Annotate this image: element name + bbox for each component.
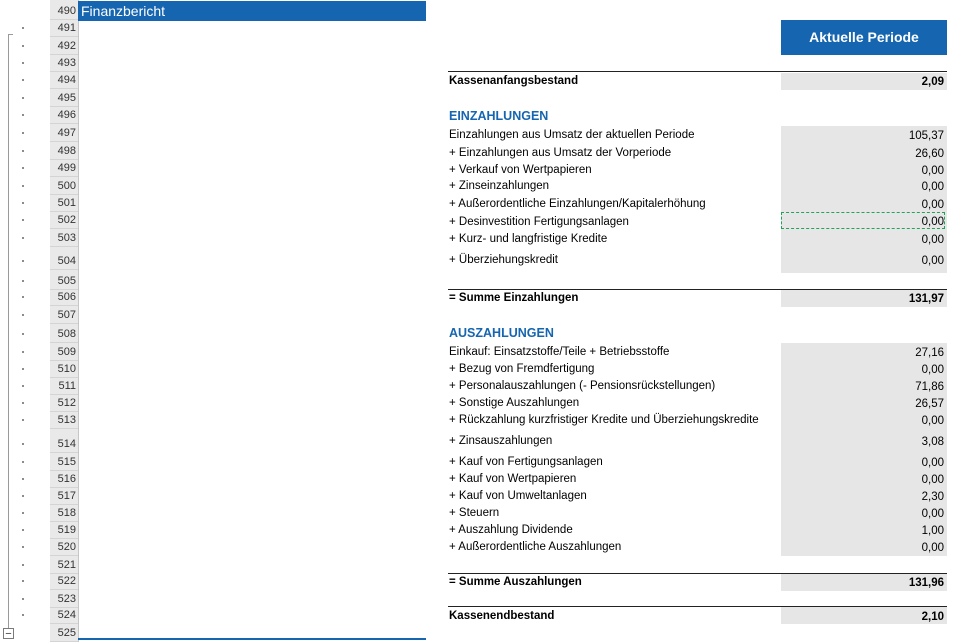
row-number[interactable]: 523 [57,593,76,605]
row-divider [50,452,78,453]
outline-level-dot [22,27,24,29]
row-number[interactable]: 524 [57,609,76,621]
outline-level-dot [22,260,24,262]
row-number[interactable]: 492 [57,40,76,52]
outline-level-dot [22,237,24,239]
outline-group-line [8,34,9,628]
outline-level-dot [22,219,24,221]
outline-level-dot [22,62,24,64]
aus-row-label[interactable]: + Kauf von Umweltanlagen [449,490,587,502]
row-number[interactable]: 511 [58,380,76,392]
summe-einzahlungen-label[interactable]: = Summe Einzahlungen [449,292,579,304]
ein-row-label[interactable]: + Verkauf von Wertpapieren [449,164,592,176]
ein-row-value[interactable]: 0,00 [921,234,944,246]
row-divider [50,71,78,72]
report-title[interactable]: Finanzbericht [78,1,426,21]
ein-row-value[interactable]: 105,37 [908,130,944,142]
outline-level-dot [22,461,24,463]
outline-level-dot [22,385,24,387]
aus-row-label[interactable]: + Kauf von Wertpapieren [449,473,577,485]
aus-row-value[interactable]: 2,30 [921,491,944,503]
outline-level-dot [22,114,24,116]
row-divider [50,342,78,343]
aus-row-value[interactable]: 0,00 [921,415,944,427]
row-number[interactable]: 505 [57,275,76,287]
row-divider [50,589,78,590]
row-number[interactable]: 499 [57,162,76,174]
outline-level-dot [22,202,24,204]
row-number[interactable]: 493 [57,57,76,69]
opening-balance-value[interactable]: 2,09 [921,76,944,88]
closing-balance-label[interactable]: Kassenendbestand [449,610,555,622]
ein-row-value[interactable]: 26,60 [915,148,944,160]
row-divider [50,394,78,395]
row-number[interactable]: 501 [57,197,76,209]
row-divider [50,305,78,306]
outline-level-dot [22,167,24,169]
row-divider [50,88,78,89]
separator-line [448,71,947,72]
row-divider [50,555,78,556]
ein-row-label[interactable]: + Zinseinzahlungen [449,180,550,192]
outline-level-dot [22,419,24,421]
summe-auszahlungen-value[interactable]: 131,96 [908,577,944,589]
row-divider [50,538,78,539]
row-divider [50,54,78,55]
outline-level-dot [22,296,24,298]
aus-row-value[interactable]: 26,57 [915,398,944,410]
row-number[interactable]: 503 [57,232,76,244]
row-number[interactable]: 504 [57,255,76,267]
outline-level-dot [22,580,24,582]
ein-row-label[interactable]: + Kurz- und langfristige Kredite [449,233,608,245]
ein-row-label[interactable]: + Außerordentliche Einzahlungen/Kapitalerhöhung [449,198,706,210]
row-divider [50,36,78,37]
row-divider [50,428,78,429]
einzahlungen-heading[interactable]: EINZAHLUNGEN [449,109,549,123]
outline-level-dot [22,546,24,548]
row-divider [50,106,78,107]
summe-einzahlungen-value[interactable]: 131,97 [908,293,944,305]
outline-level-dot [22,97,24,99]
row-divider [50,159,78,160]
summe-auszahlungen-label[interactable]: = Summe Auszahlungen [449,576,582,588]
auszahlungen-heading[interactable]: AUSZAHLUNGEN [449,326,554,340]
outline-level-dot [22,564,24,566]
row-divider [50,211,78,212]
row-number[interactable]: 495 [57,92,76,104]
row-number[interactable]: 520 [57,541,76,553]
row-divider [50,228,78,229]
aus-row-value[interactable]: 3,08 [921,436,944,448]
row-number[interactable]: 514 [57,438,76,450]
outline-level-dot [22,150,24,152]
ein-row-value[interactable]: 0,00 [921,255,944,267]
row-number[interactable]: 510 [57,363,76,375]
row-divider [50,123,78,124]
ein-row-value[interactable]: 0,00 [921,199,944,211]
outline-gutter [0,0,18,642]
row-divider [50,246,78,247]
aus-row-label[interactable]: + Personalauszahlungen (- Pensionsrückstellungen) [449,380,716,392]
title-block-bottom-border [78,638,426,640]
outline-level-dot [22,495,24,497]
ein-row-label[interactable]: + Einzahlungen aus Umsatz der Vorperiode [449,147,672,159]
aus-row-label[interactable]: + Rückzahlung kurzfristiger Kredite und Überziehungskredite [449,414,759,426]
aus-row-value[interactable]: 0,00 [921,474,944,486]
separator-line [448,573,947,574]
row-divider [50,487,78,488]
aus-row-label[interactable]: + Außerordentliche Auszahlungen [449,541,622,553]
row-divider [50,360,78,361]
row-number[interactable]: 512 [57,397,76,409]
row-number[interactable]: 516 [57,473,76,485]
aus-row-label[interactable]: + Bezug von Fremdfertigung [449,363,595,375]
row-divider [50,269,78,270]
row-number[interactable]: 506 [57,291,76,303]
row-number[interactable]: 517 [57,490,76,502]
row-divider [50,411,78,412]
aus-row-label[interactable]: + Sonstige Auszahlungen [449,397,580,409]
row-number[interactable]: 500 [57,180,76,192]
row-divider [50,176,78,177]
ein-row-value[interactable]: 0,00 [921,165,944,177]
aus-row-value[interactable]: 0,00 [921,364,944,376]
aus-row-value[interactable]: 0,00 [921,508,944,520]
row-number[interactable]: 494 [57,74,76,86]
row-number[interactable]: 521 [57,559,76,571]
outline-level-dot [22,314,24,316]
row-number[interactable]: 491 [57,22,76,34]
outline-level-dot [22,351,24,353]
aus-row-label[interactable]: + Kauf von Fertigungsanlagen [449,456,603,468]
row-number[interactable]: 509 [57,346,76,358]
aus-row-value[interactable]: 27,16 [915,347,944,359]
row-divider [50,504,78,505]
outline-level-dot [22,280,24,282]
outline-level-dot [22,443,24,445]
row-divider [50,194,78,195]
row-divider [50,521,78,522]
row-number[interactable]: 525 [57,627,76,639]
row-number[interactable]: 490 [57,5,76,17]
outline-level-dot [22,402,24,404]
outline-level-dot [22,333,24,335]
outline-group-start [8,34,13,35]
row-number[interactable]: 518 [57,507,76,519]
aus-row-label[interactable]: + Auszahlung Dividende [449,524,573,536]
row-number[interactable]: 508 [57,328,76,340]
ein-row-label[interactable]: + Desinvestition Fertigungsanlagen [449,216,629,228]
aus-row-value[interactable]: 71,86 [915,381,944,393]
active-cell-selection[interactable] [781,212,945,229]
ein-row-value[interactable]: 0,00 [921,181,944,193]
outline-level-dot [22,598,24,600]
row-number[interactable]: 496 [57,109,76,121]
outline-level-dot [22,185,24,187]
row-number[interactable]: 519 [57,524,76,536]
row-number[interactable]: 515 [57,456,76,468]
outline-level-dot [22,614,24,616]
separator-line [448,289,947,290]
outline-collapse-button[interactable]: − [3,628,14,639]
outline-level-dot [22,368,24,370]
closing-balance-value[interactable]: 2,10 [921,611,944,623]
opening-balance-label[interactable]: Kassenanfangsbestand [449,75,579,87]
row-divider [50,141,78,142]
outline-level-dot [22,79,24,81]
row-number[interactable]: 507 [57,309,76,321]
row-number[interactable]: 513 [57,414,76,426]
row-divider [50,470,78,471]
outline-level-dot [22,529,24,531]
row-number[interactable]: 522 [57,575,76,587]
outline-level-dot [22,45,24,47]
period-header-cell[interactable]: Aktuelle Periode [781,20,947,55]
ein-row-value[interactable]: 0,00 [921,216,944,228]
outline-level-dot [22,478,24,480]
ein-row-label[interactable]: + Überziehungskredit [449,254,558,266]
row-divider [50,623,78,624]
row-number[interactable]: 497 [57,127,76,139]
row-number[interactable]: 502 [57,214,76,226]
aus-row-label[interactable]: + Zinsauszahlungen [449,435,553,447]
row-divider [50,377,78,378]
row-divider [50,19,78,20]
outline-level-dot [22,132,24,134]
aus-row-label[interactable]: + Steuern [449,507,500,519]
aus-row-value[interactable]: 0,00 [921,457,944,469]
ein-row-label[interactable]: Einzahlungen aus Umsatz der aktuellen Periode [449,129,695,141]
separator-line [448,606,947,607]
aus-row-value[interactable]: 0,00 [921,542,944,554]
row-divider [50,323,78,324]
row-number[interactable]: 498 [57,145,76,157]
aus-row-label[interactable]: Einkauf: Einsatzstoffe/Teile + Betriebsstoffe [449,346,670,358]
outline-level-dot [22,512,24,514]
aus-row-value[interactable]: 1,00 [921,525,944,537]
